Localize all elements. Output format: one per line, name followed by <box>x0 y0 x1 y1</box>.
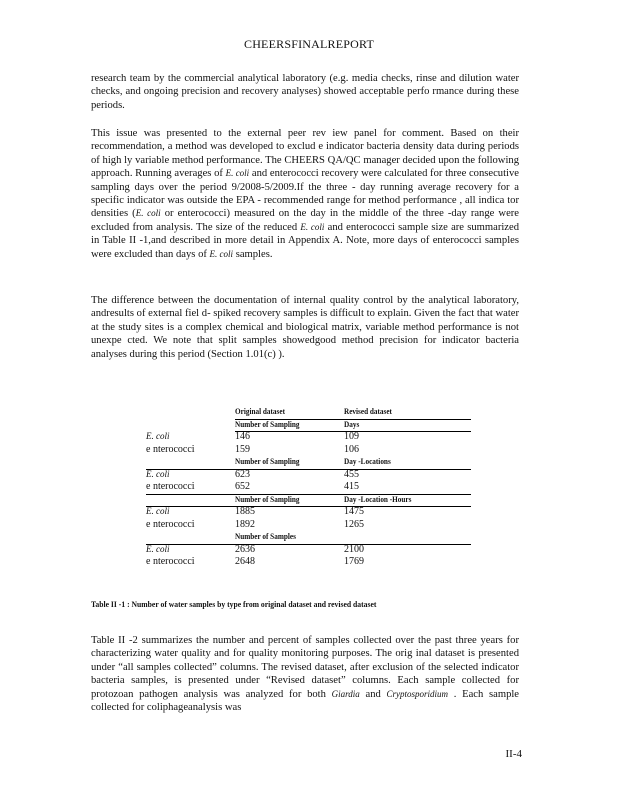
table-row <box>146 506 471 519</box>
row-label: E. coli <box>146 431 170 441</box>
page-number: II-4 <box>505 748 522 760</box>
table-row <box>146 544 471 557</box>
section-header <box>146 494 471 507</box>
paragraph-exclusion-method <box>91 127 519 261</box>
row-revised-value: 109 <box>344 431 359 442</box>
table-row <box>146 431 471 444</box>
table-row <box>146 444 471 457</box>
row-original-value: 652 <box>235 481 250 492</box>
page-header: CHEERSFINALREPORT <box>243 37 375 51</box>
section-header-right: Day -Locations <box>344 456 391 466</box>
paragraph-text: and <box>359 688 387 700</box>
row-revised-value: 415 <box>344 481 359 492</box>
table-row <box>146 519 471 532</box>
row-revised-value: 1475 <box>344 506 364 517</box>
row-label: E. coli <box>146 543 170 554</box>
row-revised-value: 1769 <box>344 556 364 567</box>
paragraph-qc-performance: research team by the commercial analytical laboratory (e.g. media checks, rinse and dilution water checks, and ongoing precision and recovery analyses) showed acceptable perfo rmance during these periods. <box>91 73 519 111</box>
column-header-revised: Revised dataset <box>344 406 392 416</box>
ecoli-term: E. coli <box>209 248 234 259</box>
paragraph-table-summary <box>91 634 519 714</box>
row-original-value: 2648 <box>235 556 255 567</box>
column-header-original: Original dataset <box>235 406 285 416</box>
row-label: e nterococci <box>146 481 195 492</box>
row-original-value: 159 <box>235 443 250 455</box>
section-header-right: Days <box>344 418 360 429</box>
table-row <box>146 481 471 494</box>
cryptosporidium-term: Cryptosporidium <box>386 688 449 699</box>
section-header-left: Number of Sampling <box>235 418 300 429</box>
section-header <box>146 531 471 544</box>
sample-count-table <box>146 406 471 569</box>
paragraph-text: . Each sample collected for coliphageanalysis was <box>91 688 520 714</box>
table-row <box>146 556 471 569</box>
row-original-value: 2636 <box>235 543 255 555</box>
table-caption: Table II -1 : Number of water samples by type from original dataset and revised dataset <box>91 599 377 609</box>
paragraph-qc-difference: The difference between the documentation of internal quality control by the analytical laboratory, andresults of external fiel d- spiked recovery samples is difficult to explain. Given the fact that water at the study sites is a complex chemical and biological matrix, variable method performance is not unexpe cted. We note that split samples showedgood method precision for indicator bacteria analyses during this period (Section 1.01(c) ). <box>91 295 519 360</box>
row-label: e nterococci <box>146 443 195 455</box>
row-label: e nterococci <box>146 556 195 567</box>
paragraph-text: Table II -2 summarizes the number and percent of samples collected over the past three years for characterizing water quality and for quality monitoring purposes. The orig inal dataset is presented under “all samples collected” columns. The revised dataset, after exclusion of the selected indicator bacteria samples, is presented under “Revised dataset” columns. Each sample collected for protozoan pathogen analysis was analyzed for both <box>91 635 519 700</box>
ecoli-term: E. coli <box>225 168 250 179</box>
table-row <box>146 469 471 482</box>
row-label: E. coli <box>146 506 170 516</box>
row-original-value: 146 <box>235 431 250 442</box>
row-revised-value: 2100 <box>344 543 364 555</box>
section-header-right: Day -Location -Hours <box>344 493 412 504</box>
section-header-left: Number of Sampling <box>235 493 300 504</box>
row-label: E. coli <box>146 468 170 479</box>
ecoli-term: E. coli <box>135 208 161 219</box>
row-revised-value: 106 <box>344 443 359 455</box>
paragraph-text: This issue was presented to the external peer rev iew panel for comment. Based on their recommendation, a method was developed to exclud e indicator bacteria density data during periods of high ly variable method performance. The CHEERS QA/QC manager decided upon the following approach. Running averages of <box>91 128 519 180</box>
row-label: e nterococci <box>146 518 195 530</box>
row-original-value: 1885 <box>235 506 255 517</box>
section-header <box>146 456 471 469</box>
row-original-value: 1892 <box>235 518 255 530</box>
paragraph-text: and enterococci recovery were calculated for three consecutive sampling days over the period 9/2008-5/2009.If the three - day running average recovery for a specific indicator was outside the EPA - recommended range for method performance , all indica tor densities ( <box>91 168 519 220</box>
section-header <box>146 419 471 432</box>
row-revised-value: 1265 <box>344 518 364 530</box>
ecoli-term: E. coli <box>300 221 325 232</box>
paragraph-text: samples. <box>233 248 273 260</box>
row-revised-value: 455 <box>344 468 359 480</box>
section-header-left: Number of Sampling <box>235 456 300 466</box>
paragraph-text: or enterococci) measured on the day in the middle of the three -day range were excluded from analysis. The size of the reduced <box>91 208 520 233</box>
paragraph-text: and enterococci sample size are summarized in Table II -1,and described in more detail in Appendix A. Note, more days of enterococci samples were excluded than days of <box>91 221 519 260</box>
row-original-value: 623 <box>235 468 250 480</box>
section-header-left: Number of Samples <box>235 531 296 541</box>
giardia-term: Giardia <box>331 688 360 699</box>
table-column-headers <box>146 406 471 419</box>
